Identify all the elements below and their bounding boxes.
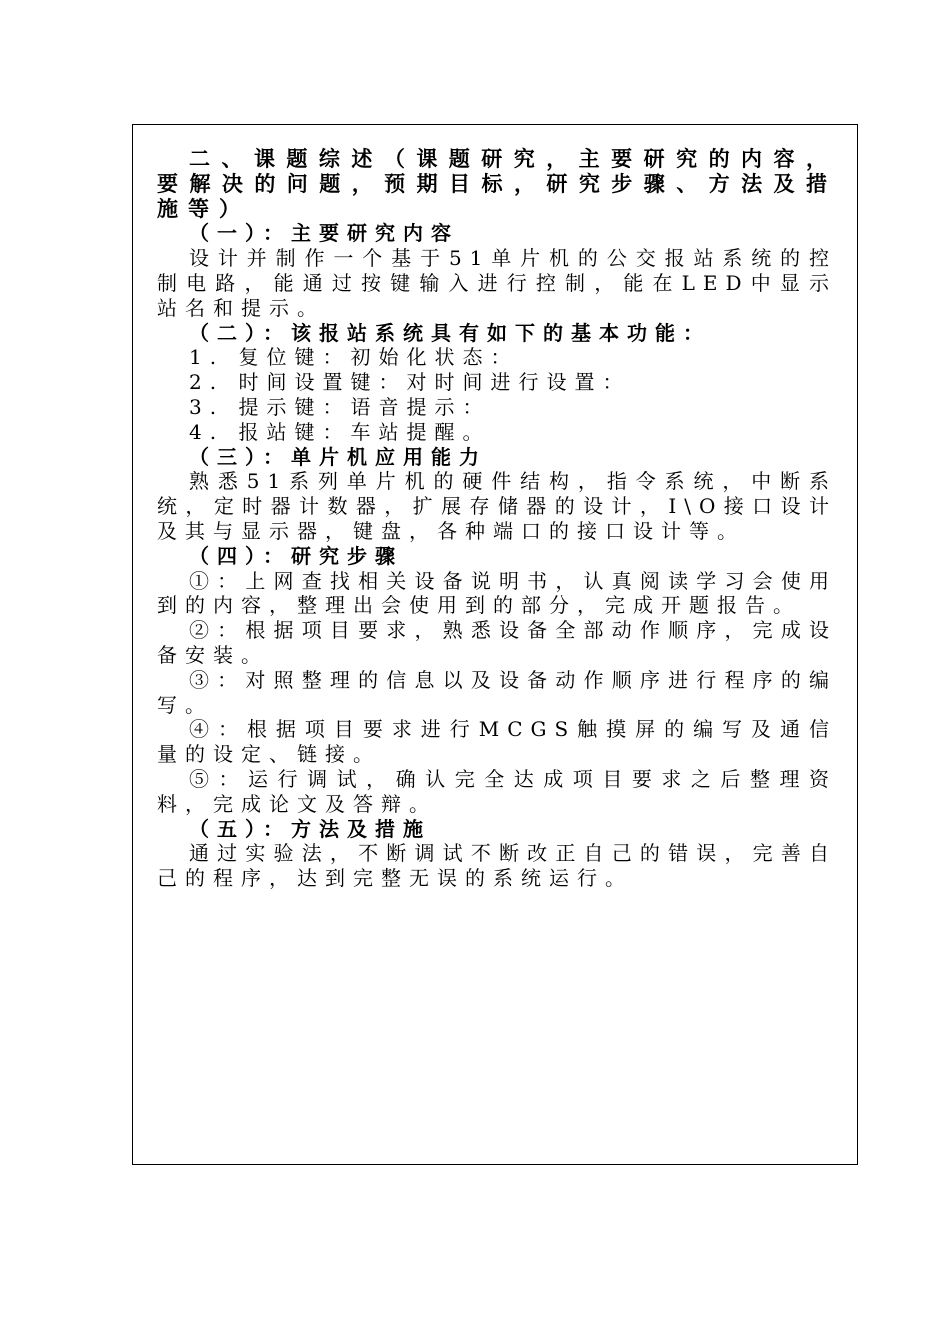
subheading-methods: （五）：方法及措施 (189, 816, 431, 841)
function-item: 2. 时间设置键：对时间进行设置： (189, 370, 631, 395)
research-step: ①：上网查找相关设备说明书，认真阅读学习会使用到的内容，整理出会使用到的部分，完成开题报告。 (157, 568, 837, 618)
research-step: ④：根据项目要求进行MCGS触摸屏的编写及通信量的设定、链接。 (157, 717, 837, 767)
subheading-basic-functions: （二）：该报站系统具有如下的基本功能： (189, 320, 711, 345)
research-step: ③：对照整理的信息以及设备动作顺序进行程序的编写。 (157, 667, 837, 717)
section-title: 二、课题综述（课题研究，主要研究的内容，要解决的问题，预期目标，研究步骤、方法及措施等） (157, 146, 837, 221)
research-step: ⑤：运行调试，确认完全达成项目要求之后整理资料，完成论文及答辩。 (157, 766, 837, 816)
function-item: 1. 复位键：初始化状态： (189, 345, 519, 370)
subheading-main-content: （一）：主要研究内容 (189, 221, 459, 246)
subheading-mcu-ability: （三）：单片机应用能力 (189, 444, 487, 469)
function-item: 3. 提示键：语音提示： (189, 394, 491, 419)
function-item: 4. 报站键：车站提醒。 (189, 419, 491, 444)
paragraph-main-content: 设计并制作一个基于51单片机的公交报站系统的控制电路，能通过按键输入进行控制，能在LED中显示站名和提示。 (157, 246, 837, 320)
paragraph-mcu-ability: 熟悉51系列单片机的硬件结构，指令系统，中断系统，定时器计数器，扩展存储器的设计，I\O接口设计及其与显示器，键盘，各种端口的接口设计等。 (157, 469, 837, 543)
subheading-research-steps: （四）：研究步骤 (189, 543, 403, 568)
paragraph-methods: 通过实验法，不断调试不断改正自己的错误，完善自己的程序，达到完整无误的系统运行。 (157, 841, 837, 891)
section-content (157, 147, 837, 891)
research-step: ②：根据项目要求，熟悉设备全部动作顺序，完成设备安装。 (157, 618, 837, 667)
report-form-box (132, 124, 858, 1165)
